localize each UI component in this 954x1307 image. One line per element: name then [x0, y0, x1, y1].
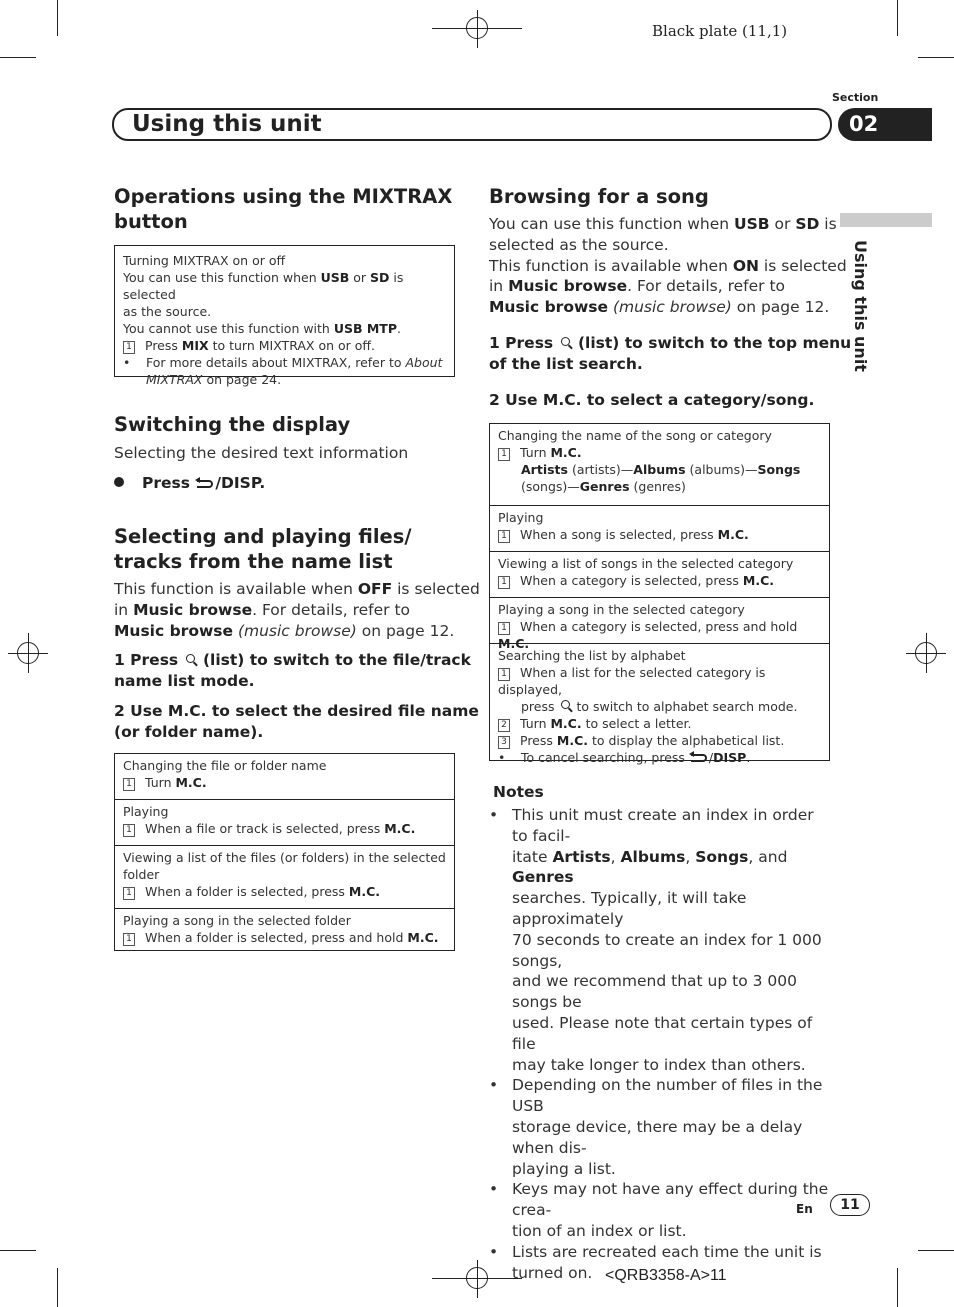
page-number: 11	[830, 1194, 870, 1216]
side-tab-bar	[840, 213, 932, 227]
display-body: Selecting the desired text information	[114, 444, 409, 462]
note-item-2: • Depending on the number of files in the USB storage device, there may be a delay when dis- playing a list.	[489, 1075, 834, 1179]
section-number-badge	[838, 108, 932, 141]
mixtrax-box-bullet: • For more details about MIXTRAX, refer to About	[123, 355, 443, 370]
browse-heading: Browsing for a song	[489, 185, 709, 208]
browse-cell-viewing: Viewing a list of songs in the selected category 1 When a category is selected, press M.C.	[490, 551, 829, 597]
namelist-body: This function is available when OFF is selected in Music browse. For details, refer to Music browse (music browse) on page 12.	[114, 580, 480, 640]
crop-mark	[0, 1250, 36, 1251]
registration-mark-icon	[466, 17, 488, 39]
note-item-4: • Lists are recreated each time the unit is turned on.	[489, 1242, 834, 1284]
language-label: En	[796, 1202, 813, 1216]
mixtrax-box-source-cont: as the source.	[123, 304, 212, 319]
list-search-icon	[561, 337, 570, 346]
mixtrax-box-bullet-cont: MIXTRAX on page 24.	[146, 372, 282, 387]
registration-mark-icon	[17, 642, 39, 664]
notes-heading: Notes	[493, 783, 544, 801]
browse-step-1: 1 Press (list) to switch to the top menu of the list search.	[489, 334, 852, 373]
bullet-dot-icon	[114, 477, 124, 487]
crop-mark	[57, 0, 58, 36]
crop-mark	[897, 0, 898, 36]
note-item-1: • This unit must create an index in order to facil- itate Artists, Albums, Songs, and Genres searches. Typically, it will take approximately 70 seconds to create an index for 1 000 songs, and we recommend that up to 3 000 songs be used. Please note that certain types of file may take longer to index than others.	[489, 805, 834, 1075]
crop-mark	[897, 1268, 898, 1307]
browse-info-box	[489, 423, 830, 765]
mixtrax-info-box	[114, 245, 455, 387]
namelist-info-box	[114, 753, 455, 951]
browse-cell-playing: Playing 1 When a song is selected, press M.C.	[490, 505, 829, 551]
plate-label: Black plate (11,1)	[652, 22, 788, 40]
browse-cell-category: Playing a song in the selected category 1 When a category is selected, press and hold M.C.	[490, 597, 829, 643]
browse-body: You can use this function when USB or SD is selected as the source. This function is available when ON is selected in Music browse. For details, refer to Music browse (music browse) on page 12.	[489, 215, 847, 317]
namelist-step-2: 2 Use M.C. to select the desired file name (or folder name).	[114, 702, 479, 741]
namelist-cell-folder: Playing a song in the selected folder 1 When a folder is selected, press and hold M.C.	[115, 908, 454, 954]
mixtrax-heading: Operations using the MIXTRAX button	[114, 185, 453, 233]
step-number: 1	[123, 341, 135, 354]
display-press-step: Press /DISP.	[114, 473, 265, 494]
document-code: <QRB3358-A>11	[605, 1267, 727, 1284]
side-tab-label: Using this unit	[851, 240, 870, 372]
return-icon	[197, 480, 213, 488]
page-title-bar	[112, 108, 832, 141]
namelist-cell-change: Changing the file or folder name 1 Turn M.C.	[123, 758, 327, 790]
mixtrax-box-step: 1 Press MIX to turn MIXTRAX on or off.	[123, 337, 446, 354]
crop-mark	[918, 57, 954, 58]
browse-cell-change: Changing the name of the song or category 1 Turn M.C. Artists (artists)—Albums (albums)—Songs (songs)—Genres (genres)	[498, 428, 801, 494]
return-icon	[691, 754, 707, 762]
browse-step-2: 2 Use M.C. to select a category/song.	[489, 391, 815, 409]
note-item-3: • Keys may not have any effect during the crea- tion of an index or list.	[489, 1179, 834, 1241]
namelist-heading: Selecting and playing files/ tracks from the name list	[114, 525, 412, 573]
list-search-icon	[561, 700, 570, 709]
mixtrax-box-title: Turning MIXTRAX on or off	[123, 253, 286, 268]
section-label: Section	[832, 91, 879, 104]
display-heading: Switching the display	[114, 413, 351, 436]
crop-mark	[57, 1268, 58, 1307]
browse-cell-alphabet: Searching the list by alphabet 1 When a list for the selected category is displayed, press to switch to alphabet search mode. 2 Turn M.C. to select a letter. 3 Press M.C. to display the alphabetical list. • To cancel searching, press /DISP.	[490, 643, 829, 751]
namelist-cell-viewing: Viewing a list of the files (or folders) in the selected folder 1 When a folder is selected, press M.C.	[115, 845, 454, 908]
list-search-icon	[186, 654, 195, 663]
mixtrax-box-source: You can use this function when USB or SD is selected	[123, 270, 404, 302]
crop-mark	[918, 1250, 954, 1251]
namelist-cell-playing: Playing 1 When a file or track is selected, press M.C.	[115, 799, 454, 845]
registration-mark-icon	[915, 642, 937, 664]
crop-mark	[0, 57, 36, 58]
section-number: 02	[849, 112, 879, 136]
notes-list	[489, 805, 834, 1283]
mixtrax-box-mtp: You cannot use this function with USB MTP.	[123, 321, 401, 336]
page-title: Using this unit	[132, 111, 322, 137]
namelist-step-1: 1 Press (list) to switch to the file/track name list mode.	[114, 651, 471, 690]
registration-mark-icon	[466, 1267, 488, 1289]
